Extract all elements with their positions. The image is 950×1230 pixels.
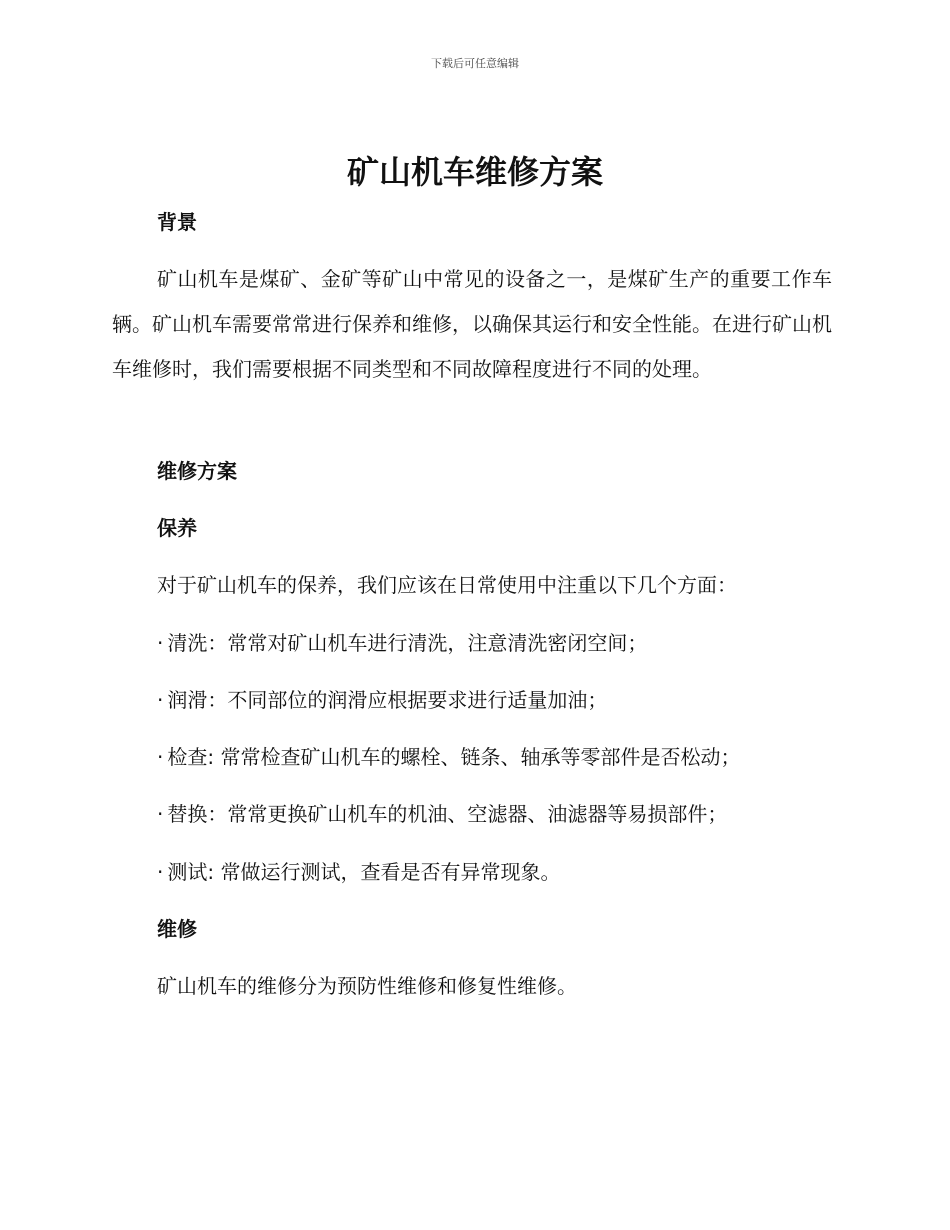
bullet-dot: ·	[157, 631, 164, 655]
document-title: 矿山机车维修方案	[346, 153, 603, 191]
bullet-item	[157, 629, 647, 657]
bullet-text-testing: 测试: 常做运行测试，查看是否有异常现象。	[167, 860, 561, 884]
background-paragraph: 矿山机车是煤矿、金矿等矿山中常见的设备之一，是煤矿生产的重要工作车辆。矿山机车需要常常进行保养和维修，以确保其运行和安全性能。在进行矿山机车维修时，我们需要根据不同类型和不同故障程度进行不同的处理。	[112, 267, 832, 381]
bullet-text-cleaning: 清洗：常常对矿山机车进行清洗，注意清洗密闭空间；	[167, 631, 648, 655]
bullet-dot: ·	[157, 802, 164, 826]
bullet-dot: ·	[157, 745, 164, 769]
heading-upkeep: 保养	[157, 516, 197, 540]
bullet-item	[157, 686, 607, 714]
repair-intro: 矿山机车的维修分为预防性维修和修复性维修。	[157, 974, 577, 998]
heading-maintenance-plan: 维修方案	[157, 459, 237, 483]
bullet-text-replacement: 替换：常常更换矿山机车的机油、空滤器、油滤器等易损部件；	[167, 802, 728, 826]
bullet-item	[157, 743, 740, 771]
bullet-dot: ·	[157, 688, 164, 712]
bullet-item	[157, 800, 727, 828]
heading-background: 背景	[157, 210, 197, 234]
bullet-text-lubrication: 润滑：不同部位的润滑应根据要求进行适量加油；	[167, 688, 608, 712]
upkeep-intro: 对于矿山机车的保养，我们应该在日常使用中注重以下几个方面：	[157, 573, 737, 597]
heading-repair: 维修	[157, 917, 197, 941]
bullet-item	[157, 858, 560, 886]
bullet-text-inspection: 检查: 常常检查矿山机车的螺栓、链条、轴承等零部件是否松动；	[167, 745, 741, 769]
header-note: 下载后可任意编辑	[431, 57, 519, 70]
bullet-dot: ·	[157, 860, 164, 884]
